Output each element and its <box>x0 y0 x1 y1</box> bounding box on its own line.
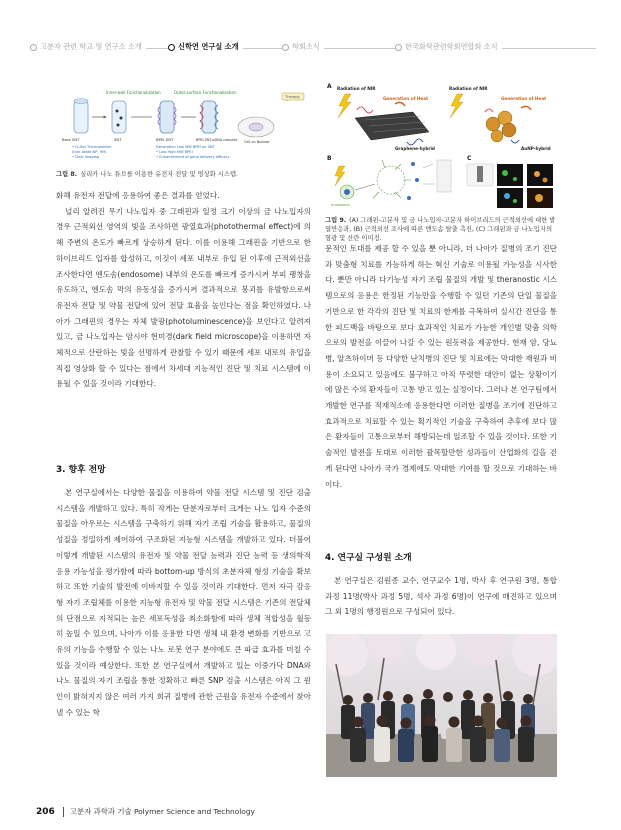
fig8-cell-label: Cell on Nuclear <box>244 140 270 144</box>
aunp-hybrid-illustration <box>485 106 531 143</box>
left-column-text-top <box>56 188 311 392</box>
fig9-heat-2: Generation of Heat <box>501 96 547 101</box>
fig9-radiation-1: Radiation of NIR <box>337 86 376 91</box>
fig9-endosome-label: endosome <box>331 203 350 207</box>
bpei-snt-tube <box>158 101 176 133</box>
fig8-bullet-5: • Low High MW BPEI <box>156 150 193 154</box>
nav-dot-icon <box>168 44 175 51</box>
fig8-bullet-2: (Iron-oxide NP, HH) <box>72 150 107 154</box>
footer-divider <box>63 807 64 817</box>
fig8-outer-label: Outer-surface Functionalization <box>174 90 237 95</box>
nav-dot-icon <box>395 44 402 51</box>
nav-item-lab-intro[interactable] <box>168 42 243 52</box>
graphene-hybrid-illustration <box>355 102 429 145</box>
fig8-bullet-3: • Dual imaging <box>72 155 100 159</box>
figure-9-caption-label: 그림 9. <box>325 217 347 224</box>
top-navigation <box>30 40 596 58</box>
nav-item-label: 신학연 연구실 소개 <box>178 42 239 51</box>
fig8-bullet-4: Decoration Low MW BPEI on SNT <box>156 145 215 149</box>
right-column-text-top <box>325 241 557 492</box>
page-footer <box>36 806 255 817</box>
snt-tube <box>112 101 126 133</box>
fluorescence-images <box>467 164 553 208</box>
figure-8-caption-text: 실리카 나노 튜브를 이용한 유전자 전달 및 영상화 시스템. <box>80 171 239 178</box>
figure-8-caption <box>56 170 321 179</box>
nav-item-society-news[interactable] <box>282 42 324 52</box>
nav-item-label: 학회소식 <box>292 42 320 51</box>
fig8-bullet-6: • Enhancement of gene delivery efficacy <box>156 155 230 159</box>
fig8-bullet-1: • Q-Dot Thermometer <box>72 145 112 149</box>
figure-8-schematic <box>56 87 311 162</box>
nir-bolt-icon <box>338 94 351 118</box>
nav-item-schools[interactable] <box>30 42 146 52</box>
fig8-bare-label: Bare SNT <box>62 137 80 142</box>
nav-dot-icon <box>282 44 289 51</box>
left-paragraph-3: 본 연구실에서는 다양한 물질을 이용하여 약물 전달 시스템 및 진단 검출 시스템을 개발하고 있다. 특히 작게는 단분자로부터 크게는 나노 입자 수준의 물질을 아우르는 시스템을 구축하기 위해 자기 조립 기술을 활용하고, 물질의 성질을 정밀하게 제어하여 구조화된 지능형 시스템을 개발하고 있다. 더불어 이렇게 개발된 시스템의 유전자 및 약물 전달 능력과 진단 능력 등 생의학적 응용 가능성을 평가함에 따라 bottom-up 방식의 초분자체 형성 기술을 확보하고 또한 기술의 발전에 이바지할 수 있을 것이라 기대한다. 먼저 자극 감응형 자기 조립체를 이용한 지능형 유전자 및 약물 전달 시스템은 기존의 전달체의 단점으로 지적되는 높은 세포독성을 최소화함에 따라 생체 적합성을 월등히 높일 수 있으며, 나아가 이를 응용한 다면 생체 내 환경 변화를 기반으로 고유의 기능을 수행할 수 있는 나노 로봇 연구 분야에도 큰 파급 효과를 미칠 수 있을 것이라 예상한다. 또한 본 연구실에서 개발하고 있는 이중가닥 DNA와 나노 물질의 자기 조립을 통한 정확하고 빠른 SNP 검출 시스템은 아직 그 원인이 밝혀지지 않은 여러 가지 희귀 질병에 관한 근원을 유전자 수준에서 찾아낼 수 있는 학 <box>56 488 311 717</box>
fig9-heat-1: Generation of Heat <box>383 96 429 101</box>
nav-item-federation-news[interactable] <box>395 42 502 52</box>
left-column-text-bottom <box>56 485 311 721</box>
fig9-aunp-label: AuNP-hybrid <box>521 146 551 151</box>
lab-group-photo <box>326 634 557 777</box>
fig8-bpei-label: BPEI-SNT <box>156 137 174 142</box>
page-number: 206 <box>36 806 55 817</box>
bpei-snt-pdna-tube <box>200 101 218 133</box>
endosome-escape-illustration <box>335 160 451 200</box>
figure-9-schematic <box>325 80 557 210</box>
fig8-inner-label: Inner-wall Functionalization <box>106 90 161 95</box>
section-heading-members: 4. 연구실 구성원 소개 <box>325 553 412 563</box>
fig8-complex-label: BPEI-SNT-pDNA complex <box>196 138 238 142</box>
cell-illustration <box>238 117 274 137</box>
right-paragraph-1: 문적인 토대를 제공 할 수 있을 뿐 아니라, 더 나아가 질병의 조기 진단과 맞춤형 치료를 가능하게 하는 혁신 기술로 이용될 가능성을 시사한다. 뿐만 아니라 다기능성 자기 조립 물질의 개발 및 theranostic 시스템으로의 응용은 한정된 기능만을 수행할 수 있던 기존의 단일 물질을 기반으로 한 각각의 진단 및 치료의 한계를 극복하여 실시간 진단을 통한 피드백을 바탕으로 보다 효과적인 치료가 가능한 개인별 맞춤 의학으로의 발전을 이끌어 나갈 수 있는 원동력을 제공한다. 현재 암, 당뇨병, 알츠하이머 등 다양한 난치병의 진단 및 치료에는 막대한 재원과 비용이 소요되고 있음에도 불구하고 아직 뚜렷한 대안이 없는 상황이기에 많은 수의 환자들이 고통 받고 있는 실정이다. 그러나 본 연구팀에서 개발한 연구를 적재적소에 응용한다면 이러한 질병을 조기에 진단하고 효과적으로 치료할 수 있는 획기적인 기술을 구축하여 추후에 보다 많은 환자들이 고통으로부터 해방되는데 일조할 수 있을 것이다. 또한 기술적인 발전을 토대로 이러한 괄목할만한 성과들이 산업화의 길을 걷게 된다면 나아가 국가 경제에도 막대한 기여를 할 것으로 기대하는 바이다. <box>325 244 557 489</box>
fig8-snt-label: SNT <box>114 137 122 142</box>
nav-item-label: 한국화학관련학회연합회 소식 <box>405 42 498 51</box>
section-heading-outlook: 3. 향후 전망 <box>56 465 106 475</box>
bare-snt-tube <box>74 99 88 134</box>
left-paragraph-2: 널리 알려진 무기 나노입자 중 그래핀과 일정 크기 이상의 금 나노입자의 경우 근적외선 영역의 빛을 조사하면 광열효과(photothermal effect)에 의해 주변의 온도가 빠르게 상승하게 된다. 이를 이용해 그래핀을 기반으로 한 하이브리드 입자를 합성하고, 이것이 세포 내부로 유입 된 이후에 근적외선을 조사한다면 엔도솜(endosome) 내부의 온도를 빠르게 증가시켜 부피 팽창을 유도하고, 엔도솜 막의 유동성을 증가시켜 결과적으로 붕괴를 유발함으로써 유전자 전달 및 약물 전달에 있어 전달 효율을 높인다는 점을 확인하였다. 나아가 그래핀의 경우는 자체 발광(photoluminescence)을 보인다고 알려져 있고, 금 나노입자는 암시야 현미경(dark field microscope)을 이용하면 자체적으로 산란하는 빛을 선명하게 관찰할 수 있기 때문에 세포 내로의 유입을 직접 영상화 할 수 있다는 점에서 차세대 지능적인 진단 및 치료 시스템에 이용될 수 있을 것이라 기대한다. <box>56 206 311 389</box>
right-column-text-bottom <box>325 573 557 620</box>
fig9-graphene-label: Graphene-hybrid <box>395 146 435 151</box>
fig9-panel-c: C <box>467 155 472 162</box>
journal-title: 고분자 과학과 기술 Polymer Science and Technology <box>69 807 255 816</box>
nav-dot-icon <box>30 44 37 51</box>
fig8-therapy-label: Therapy <box>285 95 300 99</box>
right-paragraph-2: 본 연구실은 김원종 교수, 연구교수 1명, 박사 후 연구원 3명, 통합 과정 11명(박사 과정 5명, 석사 과정 6명)이 연구에 매진하고 있으며 그 외 1명의 행정원으로 구성되어 있다. <box>325 576 557 617</box>
left-paragraph-1: 화해 유전자 전달에 응용하여 좋은 결과를 얻었다. <box>56 191 220 200</box>
nir-bolt-icon <box>450 94 463 118</box>
fig9-radiation-2: Radiation of NIR <box>449 86 488 91</box>
figure-9-caption <box>325 216 557 243</box>
nav-item-label: 고분자 관련 학교 및 연구소 소개 <box>40 42 142 51</box>
figure-9-caption-text: (A) 그래핀-고분자 및 금 나노입자-고분자 하이브리드의 근적외선에 대한 발열반응과, (B) 근적외선 조사에 따른 엔도솜 탈출 촉진, (C) 그래핀과 금 나노입자의 형광 및 산란 이미징. <box>325 217 556 242</box>
fig9-panel-b: B <box>327 155 332 162</box>
figure-8-caption-label: 그림 8. <box>56 171 78 178</box>
fig9-panel-a: A <box>327 83 332 90</box>
